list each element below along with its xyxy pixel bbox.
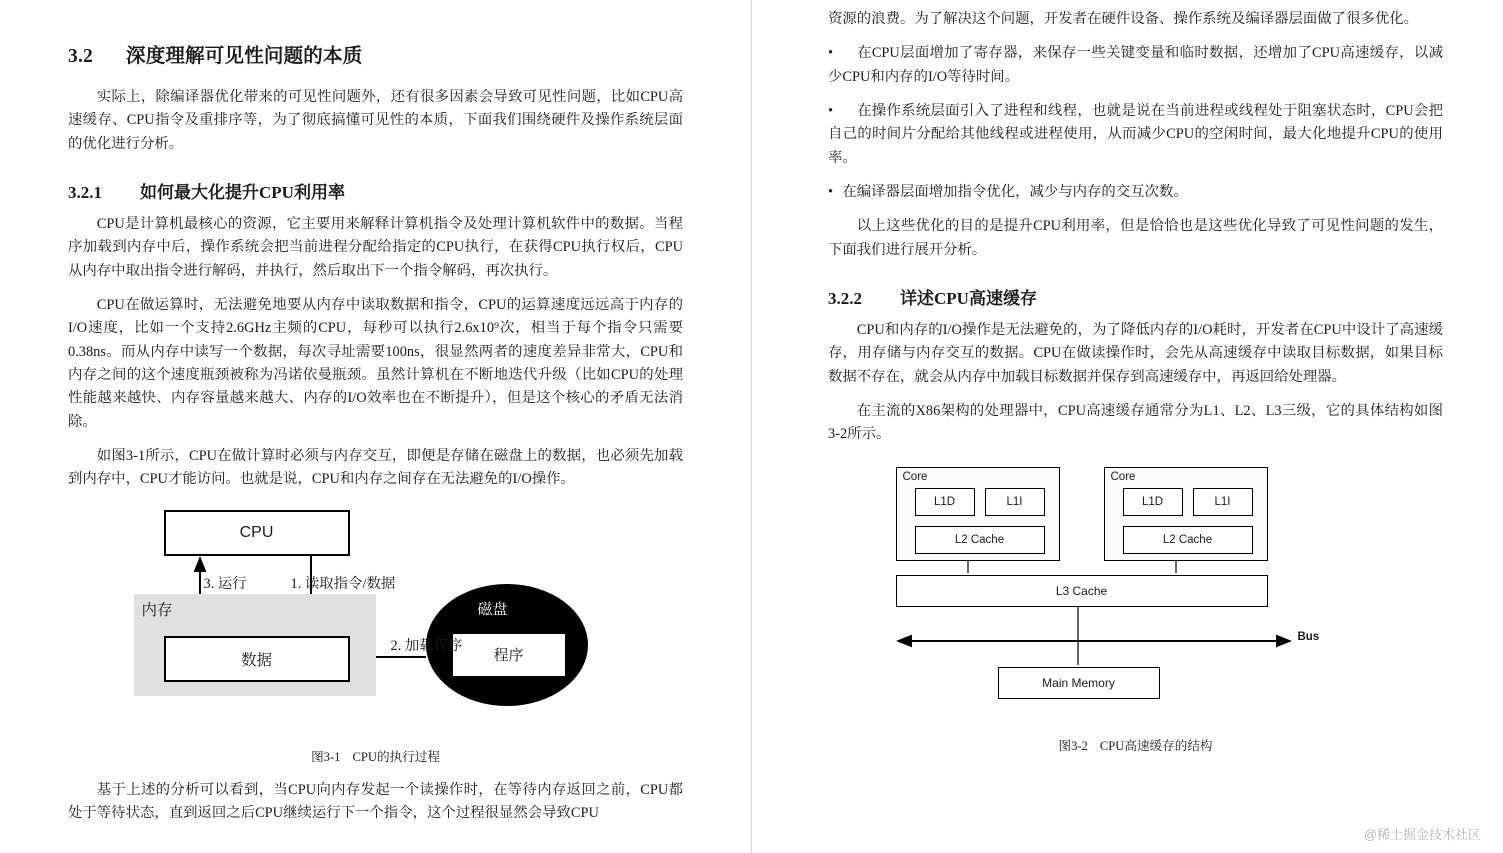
program-box: 程序 (453, 634, 565, 676)
l2-cache-box: L2 Cache (915, 526, 1045, 554)
paragraph: 在主流的X86架构的处理器中，CPU高速缓存通常分为L1、L2、L3三级，它的具体结构如图3-2所示。 (828, 402, 1443, 443)
list-item-text: 在操作系统层面引入了进程和线程，也就是说在当前进程或线程处于阻塞状态时，CPU会把自己的时间片分配给其他线程或进程使用，从而减少CPU的空闲时间，最大化地提升CPU的使用率。 (828, 102, 1443, 166)
cpu-box: CPU (164, 510, 350, 556)
core-label: Core (902, 470, 928, 483)
bullet-marker: • (828, 45, 834, 62)
subsection-title: 如何最大化提升CPU利用率 (140, 182, 345, 202)
l1i-cache-box: L1I (1193, 488, 1253, 516)
subsection-number: 3.2.1 (68, 182, 102, 202)
l3-cache-box: L3 Cache (896, 575, 1268, 607)
bullet-marker: • (828, 102, 834, 119)
figure-3-1-caption (68, 746, 683, 765)
arrow-label-fetch: 1. 读取指令/数据 (290, 575, 396, 592)
left-page-column (0, 0, 751, 853)
paragraph: CPU是计算机最核心的资源，它主要用来解释计算机指令及处理计算机软件中的数据。当程序加载到内存中后，操作系统会把当前进程分配给指定的CPU执行，在获得CPU执行权后，CPU从内存中取出指令进行解码，并执行，然后取出下一个指令解码，再次执行。 (68, 215, 683, 279)
watermark: @稀土掘金技术社区 (1363, 827, 1481, 842)
list-item (828, 42, 1443, 89)
section-number: 3.2 (68, 46, 93, 67)
list-item-text: 在编译器层面增加指令优化，减少与内存的交互次数。 (842, 183, 1188, 200)
list-item-text: 在CPU层面增加了寄存器，来保存一些关键变量和临时数据，还增加了CPU高速缓存，以减少CPU和内存的I/O等待时间。 (828, 45, 1443, 85)
list-item (828, 100, 1443, 170)
arrow-label-load: 2. 加载程序 (390, 637, 463, 654)
paragraph: CPU在做运算时，无法避免地要从内存中读取数据和指令，CPU的运算速度远远高于内存的I/O速度，比如一个支持2.6GHz主频的CPU，每秒可以执行2.6x10⁹次，相当于每个指令只需要0.38ns。而从内存中读写一个数据，每次寻址需要100ns，很显然两者的速度差异非常大，CPU和内存之间的这个速度瓶颈被称为冯诺依曼瓶颈。虽然计算机在不断地迭代升级（比如CPU的处理性能越来越快、内存容量越来越大、内存的I/O效率也在不断提升），但是这个核心的矛盾无法消除。 (68, 296, 683, 430)
continued-paragraph: 资源的浪费。为了解决这个问题，开发者在硬件设备、操作系统及编译器层面做了很多优化。 (828, 11, 1419, 27)
subsection-number: 3.2.2 (828, 288, 862, 308)
section-title: 深度理解可见性问题的本质 (126, 46, 363, 67)
bullet-marker: • (828, 183, 834, 200)
figure-3-2-caption-text: CPU高速缓存的结构 (1099, 738, 1213, 753)
section-intro-paragraph: 实际上，除编译器优化带来的可见性问题外，还有很多因素会导致可见性问题，比如CPU高速缓存、CPU指令及重排序等，为了彻底搞懂可见性的本质，下面我们围绕硬件及操作系统层面的优化进行分析。 (68, 89, 683, 152)
paragraph: 如图3-1所示，CPU在做计算时必须与内存交互，即便是存储在磁盘上的数据，也必须先加载到内存中，CPU才能访问。也就是说，CPU和内存之间存在无法避免的I/O操作。 (68, 447, 683, 488)
subsection-heading-322 (828, 284, 1443, 309)
data-box: 数据 (164, 636, 350, 682)
subsection-heading-321 (68, 178, 683, 203)
right-page-column (751, 0, 1503, 853)
memory-label: 内存 (141, 601, 173, 619)
figure-cpu-cache-structure (886, 463, 1386, 725)
l2-cache-box: L2 Cache (1123, 526, 1253, 554)
closing-paragraph: 基于上述的分析可以看到，当CPU向内存发起一个读操作时，在等待内存返回之前，CPU都处于等待状态，直到返回之后CPU继续运行下一个指令，这个过程很显然会导致CPU (68, 781, 683, 821)
figure-3-1-caption-number: 图3-1 (311, 749, 341, 764)
bus-label: Bus (1297, 630, 1320, 643)
core-box-2 (1104, 467, 1268, 561)
disk-label: 磁盘 (477, 601, 508, 618)
l1i-cache-box: L1I (985, 488, 1045, 516)
figure-3-2-caption (828, 735, 1443, 754)
list-item (828, 181, 1443, 204)
l1d-cache-box: L1D (1123, 488, 1183, 516)
main-memory-box: Main Memory (998, 667, 1160, 699)
subsection-title: 详述CPU高速缓存 (900, 288, 1037, 308)
arrow-label-run: 3. 运行 (203, 575, 247, 592)
core-box-1 (896, 467, 1060, 561)
core-label: Core (1110, 470, 1136, 483)
paragraph: 以上这些优化的目的是提升CPU利用率，但是恰恰也是这些优化导致了可见性问题的发生，下面我们进行展开分析。 (828, 218, 1443, 258)
section-heading (68, 40, 683, 68)
figure-3-2-caption-number: 图3-2 (1058, 738, 1088, 753)
figure-cpu-execution-process (96, 506, 656, 736)
optimization-bullet-list (828, 42, 1443, 204)
paragraph: CPU和内存的I/O操作是无法避免的，为了降低内存的I/O耗时，开发者在CPU中设计了高速缓存，用存储与内存交互的数据。CPU在做读操作时，会先从高速缓存中读取目标数据，如果目标数据不存在，就会从内存中加载目标数据并保存到高速缓存中，再返回给处理器。 (828, 321, 1443, 385)
l1d-cache-box: L1D (915, 488, 975, 516)
figure-3-1-caption-text: CPU的执行过程 (352, 749, 440, 764)
